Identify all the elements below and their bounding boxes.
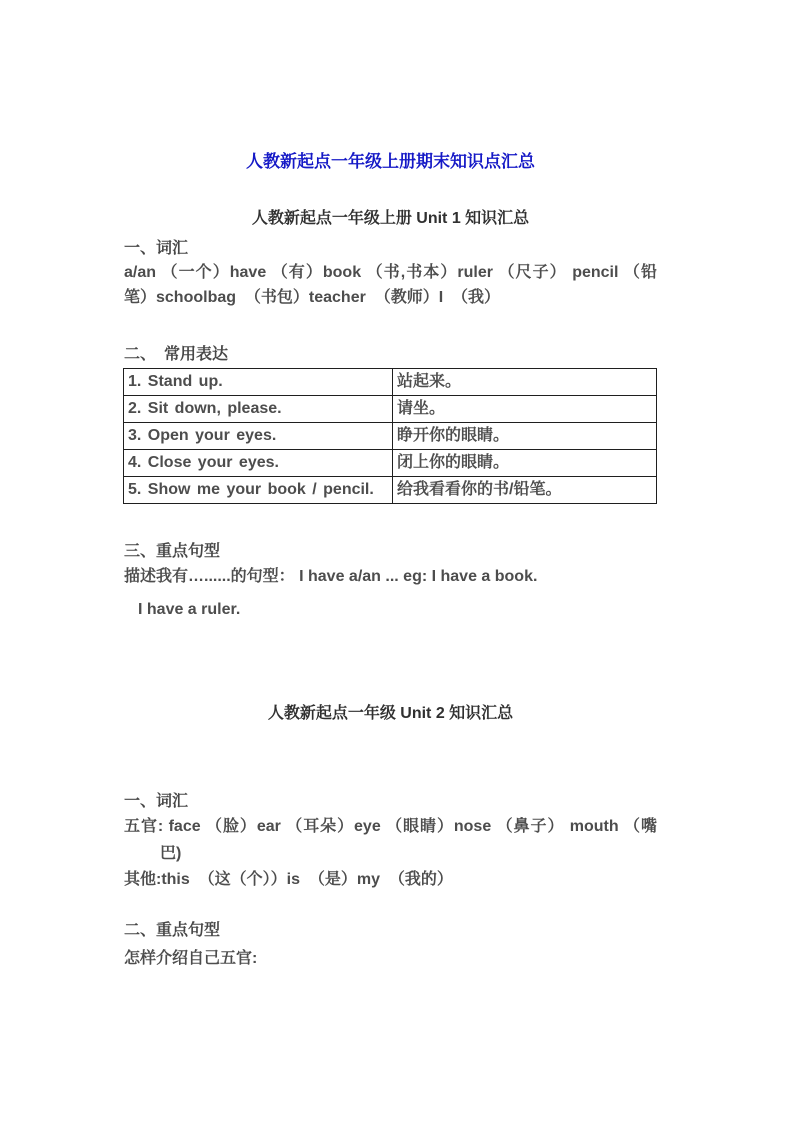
unit2-vocab-line2: 巴) (160, 845, 182, 862)
unit2-sentence-intro: 怎样介绍自己五官: (124, 950, 258, 967)
unit1-expressions-heading: 二、 常用表达 (124, 346, 229, 363)
table-row (124, 396, 657, 423)
table-cell-chinese: 给我看看你的书/铅笔。 (393, 477, 657, 504)
unit2-vocab-heading: 一、词汇 (124, 793, 189, 810)
unit1-sentence-example: I have a ruler. (138, 601, 241, 618)
table-row (124, 369, 657, 396)
table-cell-english: 5. Show me your book / pencil. (124, 477, 393, 504)
table-row (124, 423, 657, 450)
table-cell-english: 3. Open your eyes. (124, 423, 393, 450)
table-row (124, 477, 657, 504)
table-cell-english: 4. Close your eyes. (124, 450, 393, 477)
table-cell-english: 2. Sit down, please. (124, 396, 393, 423)
unit2-sentences-heading: 二、重点句型 (124, 922, 221, 939)
main-title: 人教新起点一年级上册期末知识点汇总 (246, 152, 535, 171)
unit1-heading: 人教新起点一年级上册 Unit 1 知识汇总 (251, 210, 530, 227)
unit1-vocab-line1: a/an （一个）have （有）book （书,书本）ruler （尺子） pencil （铅 (124, 264, 657, 281)
unit2-heading: 人教新起点一年级 Unit 2 知识汇总 (267, 705, 514, 722)
table-cell-chinese: 睁开你的眼睛。 (393, 423, 657, 450)
table-row (124, 450, 657, 477)
unit2-vocab-other: 其他:this （这（个））is （是）my （我的） (124, 871, 453, 888)
table-cell-english: 1. Stand up. (124, 369, 393, 396)
expressions-table (123, 368, 657, 504)
unit1-vocab-line2: 笔）schoolbag （书包）teacher （教师）I （我） (124, 289, 501, 306)
table-cell-chinese: 闭上你的眼睛。 (393, 450, 657, 477)
unit1-sentences-heading: 三、重点句型 (124, 543, 221, 560)
table-cell-chinese: 请坐。 (393, 396, 657, 423)
unit1-sentence-pattern: 描述我有…......的句型： I have a/an ... eg: I have a book. (124, 568, 538, 585)
table-cell-chinese: 站起来。 (393, 369, 657, 396)
unit2-vocab-line1: 五官: face （脸）ear （耳朵）eye （眼睛）nose （鼻子） mouth （嘴 (124, 818, 657, 835)
unit1-vocab-heading: 一、词汇 (124, 240, 189, 257)
